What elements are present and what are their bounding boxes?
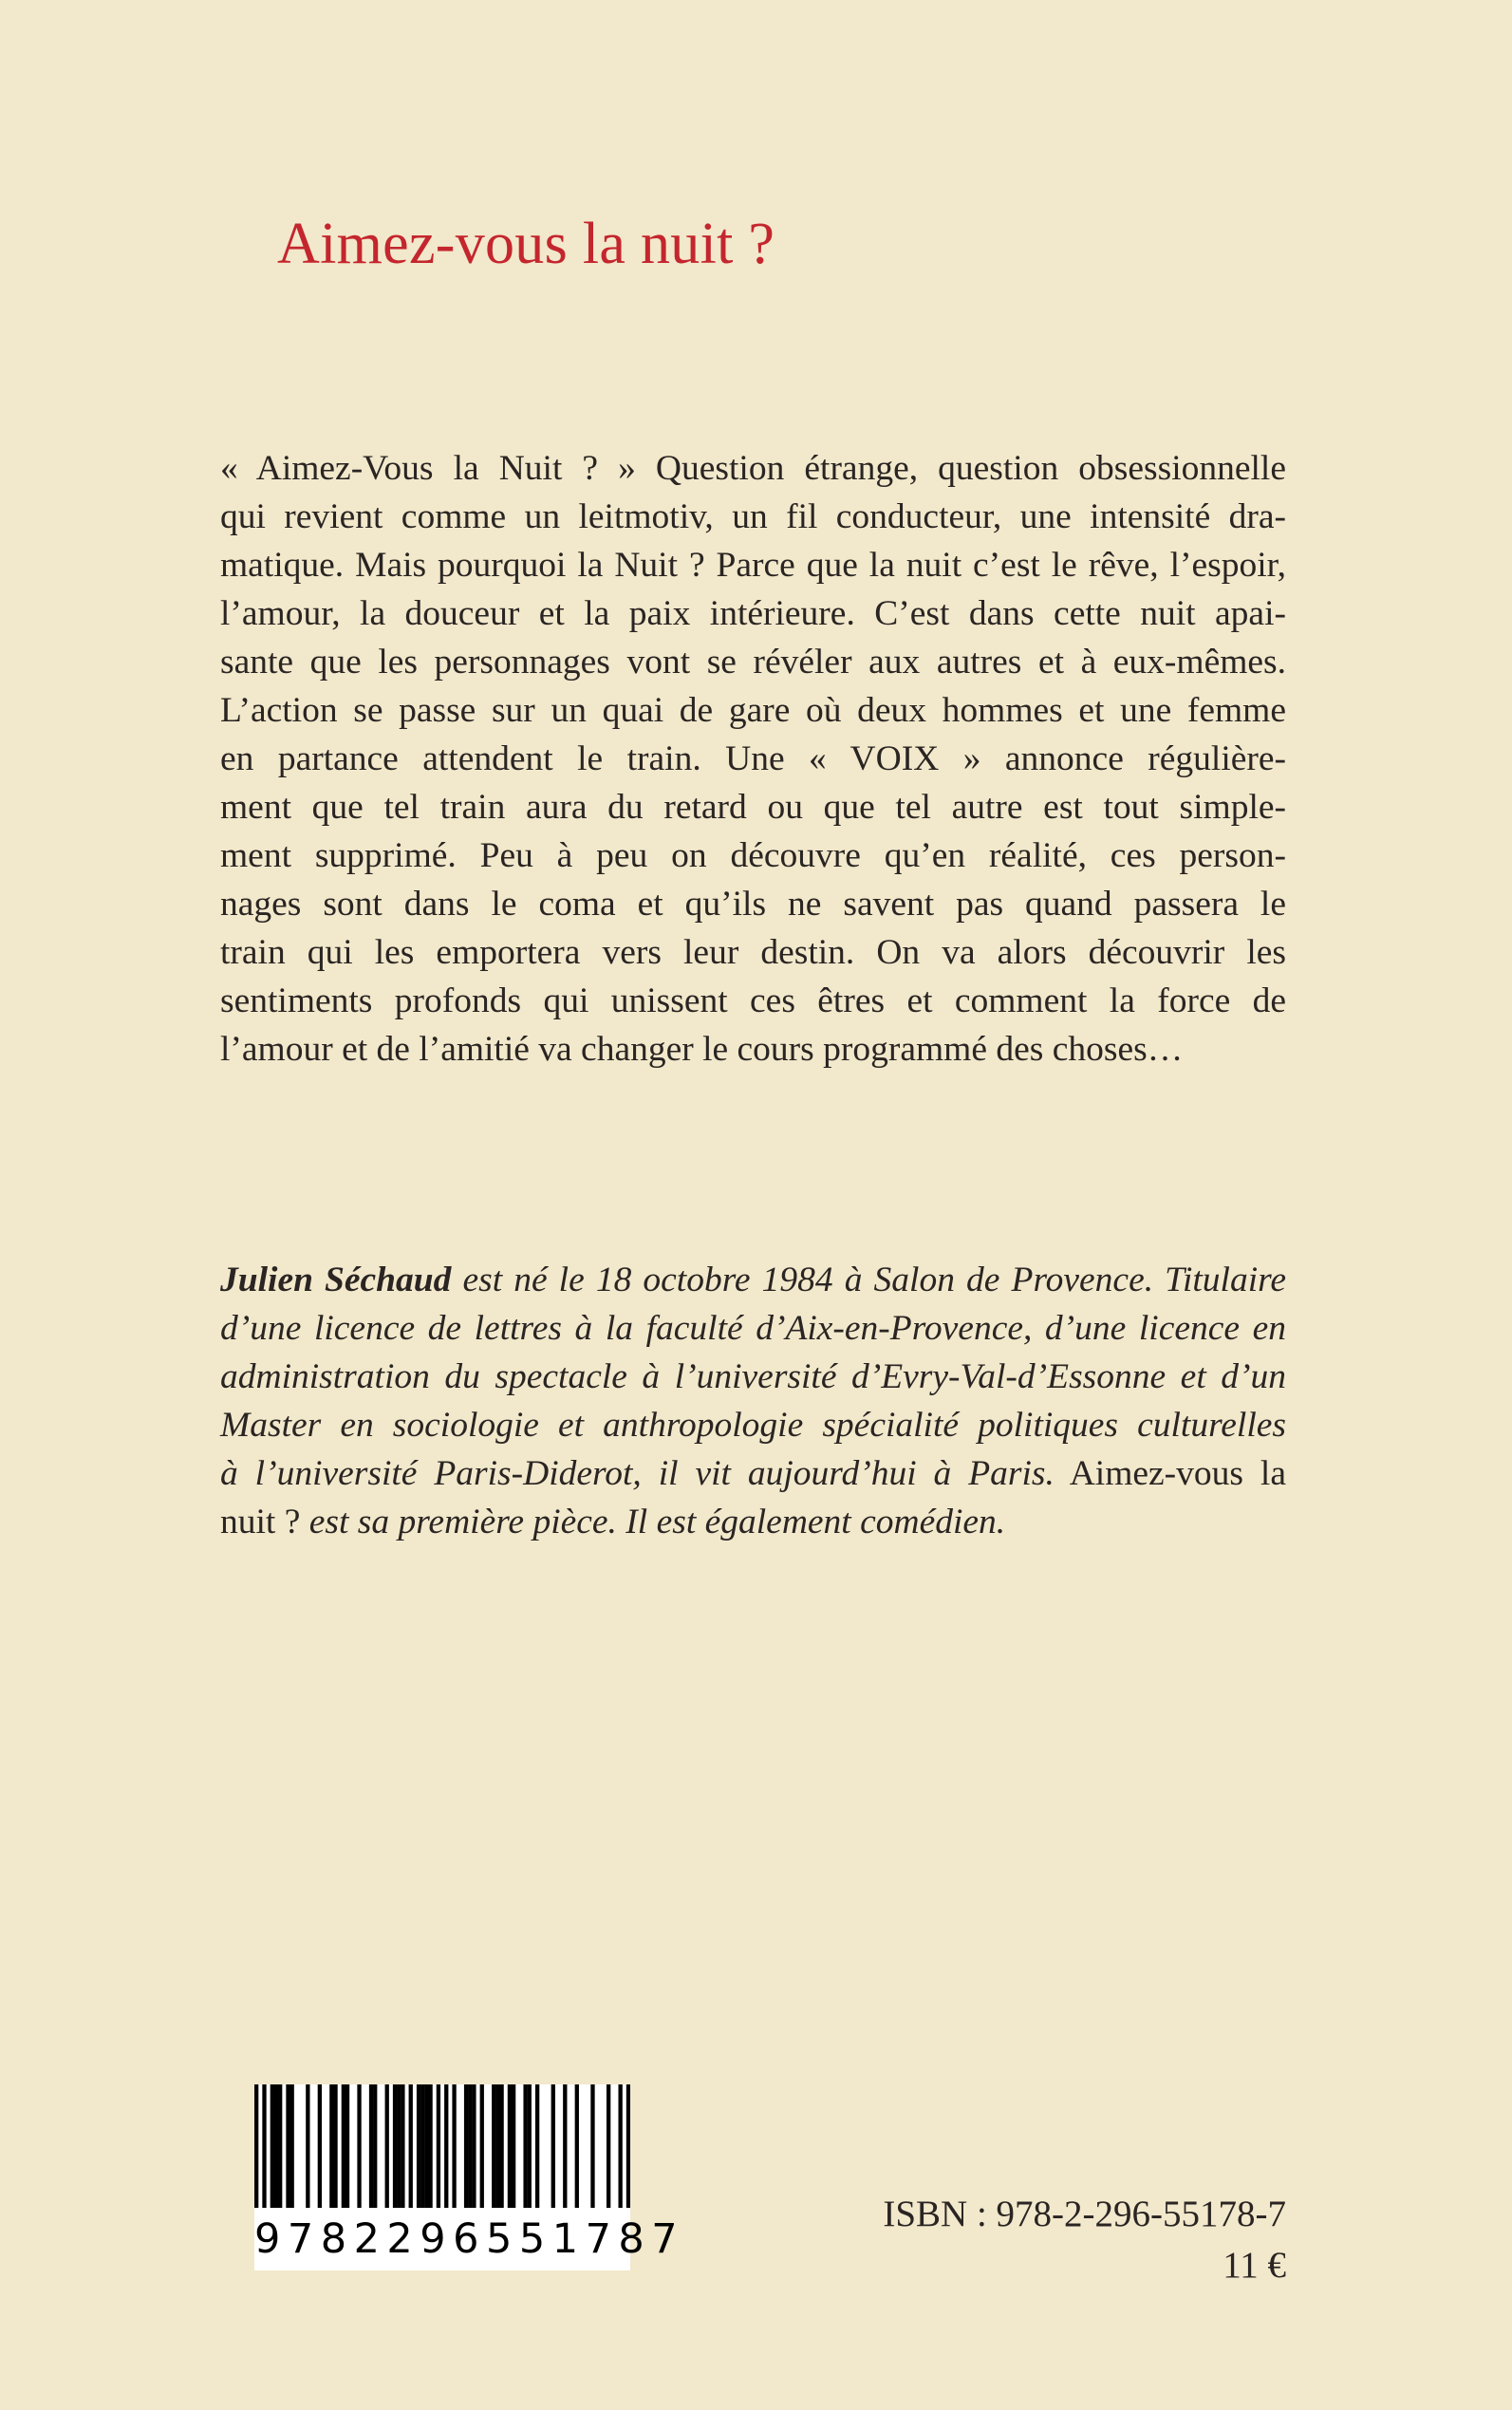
barcode-bar xyxy=(262,2084,266,2210)
blurb-line: ment supprimé. Peu à peu on découvre qu’en réalité, ces person- xyxy=(220,836,1286,875)
barcode-bar xyxy=(345,2084,349,2210)
barcode-bar xyxy=(274,2084,278,2210)
blurb-line: L’action se passe sur un quai de gare où deux hommes et une femme xyxy=(220,691,1286,730)
barcode-bar xyxy=(306,2084,309,2210)
blurb-line: sante que les personnages vont se révéler aux autres et à eux-mêmes. xyxy=(220,643,1286,682)
barcode-bar xyxy=(333,2084,337,2210)
blurb-line: en partance attendent le train. Une « VOIX » annonce régulière- xyxy=(220,739,1286,778)
barcode-bar xyxy=(373,2084,377,2210)
barcode-bar xyxy=(492,2084,495,2210)
barcode-bar xyxy=(401,2084,404,2210)
barcode-bar xyxy=(342,2084,345,2210)
barcode-bar xyxy=(575,2084,579,2210)
blurb-line: ment que tel train aura du retard ou que tel autre est tout simple- xyxy=(220,788,1286,827)
barcode xyxy=(254,2084,685,2270)
bio-line xyxy=(220,1498,1286,1546)
barcode-bar xyxy=(444,2084,448,2210)
barcode-bar xyxy=(271,2084,274,2210)
barcode-bar xyxy=(254,2084,258,2210)
bio-line: Master en sociologie et anthropologie spécialité politiques culturelles xyxy=(220,1406,1286,1445)
barcode-bar xyxy=(385,2084,389,2210)
blurb-line: qui revient comme un leitmotiv, un fil conducteur, une intensité dra- xyxy=(220,497,1286,536)
barcode-bar xyxy=(397,2084,401,2210)
blurb-line: sentiments profonds qui unissent ces êtres et comment la force de xyxy=(220,981,1286,1020)
barcode-bar xyxy=(499,2084,503,2210)
bio-text: est sa première pièce. Il est également comédien. xyxy=(300,1503,1006,1541)
barcode-bar xyxy=(472,2084,476,2210)
back-cover-blurb xyxy=(220,444,1286,1074)
barcode-bar xyxy=(452,2084,456,2210)
isbn-number: ISBN : 978-2-296-55178-7 xyxy=(883,2194,1286,2234)
bio-line: administration du spectacle à l’université d’Evry-Val-d’Essonne et d’un xyxy=(220,1357,1286,1396)
barcode-bar xyxy=(417,2084,420,2210)
barcode-bar xyxy=(626,2084,630,2210)
blurb-line: nages sont dans le coma et qu’ils ne savent pas quand passera le xyxy=(220,885,1286,924)
blurb-line: « Aimez-Vous la Nuit ? » Question étrange, question obsessionnelle xyxy=(220,449,1286,488)
bio-book-title: Aimez-vous la xyxy=(1054,1454,1286,1493)
barcode-bar xyxy=(468,2084,472,2210)
blurb-line: matique. Mais pourquoi la Nuit ? Parce que la nuit c’est le rêve, l’espoir, xyxy=(220,546,1286,585)
author-name: Julien Séchaud xyxy=(220,1261,452,1299)
blurb-line: l’amour et de l’amitié va changer le cours programmé des choses… xyxy=(220,1030,1184,1069)
author-bio xyxy=(220,1256,1286,1546)
barcode-bar xyxy=(286,2084,289,2210)
barcode-bar xyxy=(563,2084,567,2210)
barcode-bar xyxy=(318,2084,322,2210)
barcode-bar xyxy=(357,2084,361,2210)
barcode-bar xyxy=(424,2084,428,2210)
barcode-bar xyxy=(528,2084,532,2210)
barcode-bar xyxy=(420,2084,424,2210)
book-title: Aimez-vous la nuit ? xyxy=(277,212,775,276)
barcode-bar xyxy=(590,2084,594,2210)
barcode-bar xyxy=(508,2084,512,2210)
barcode-bar xyxy=(329,2084,333,2210)
bio-text: est né le 18 octobre 1984 à Salon de Provence. Titulaire xyxy=(451,1261,1286,1299)
bio-line xyxy=(220,1449,1286,1498)
blurb-line: train qui les emportera vers leur destin. On va alors découvrir les xyxy=(220,933,1286,972)
barcode-bar xyxy=(512,2084,515,2210)
barcode-bar xyxy=(409,2084,413,2210)
barcode-bar xyxy=(464,2084,468,2210)
bio-line xyxy=(220,1256,1286,1304)
barcode-bar xyxy=(428,2084,432,2210)
barcode-bar xyxy=(278,2084,282,2210)
bio-line: d’une licence de lettres à la faculté d’Aix-en-Provence, d’une licence en xyxy=(220,1309,1286,1348)
barcode-bar xyxy=(495,2084,499,2210)
price: 11 € xyxy=(1223,2245,1286,2286)
barcode-digits: 9782296551787 xyxy=(254,2208,630,2270)
barcode-bar xyxy=(523,2084,527,2210)
barcode-bar xyxy=(607,2084,610,2210)
barcode-bar xyxy=(551,2084,555,2210)
bio-text: à l’université Paris-Diderot, il vit aujourd’hui à Paris. xyxy=(220,1454,1055,1493)
barcode-bar xyxy=(535,2084,539,2210)
barcode-bar xyxy=(369,2084,373,2210)
barcode-bar xyxy=(618,2084,622,2210)
bio-book-title: nuit ? xyxy=(220,1503,301,1541)
barcode-bar xyxy=(480,2084,484,2210)
barcode-bar xyxy=(437,2084,440,2210)
barcode-bar xyxy=(290,2084,294,2210)
blurb-line: l’amour, la douceur et la paix intérieure. C’est dans cette nuit apai- xyxy=(220,594,1286,633)
barcode-bar xyxy=(393,2084,397,2210)
